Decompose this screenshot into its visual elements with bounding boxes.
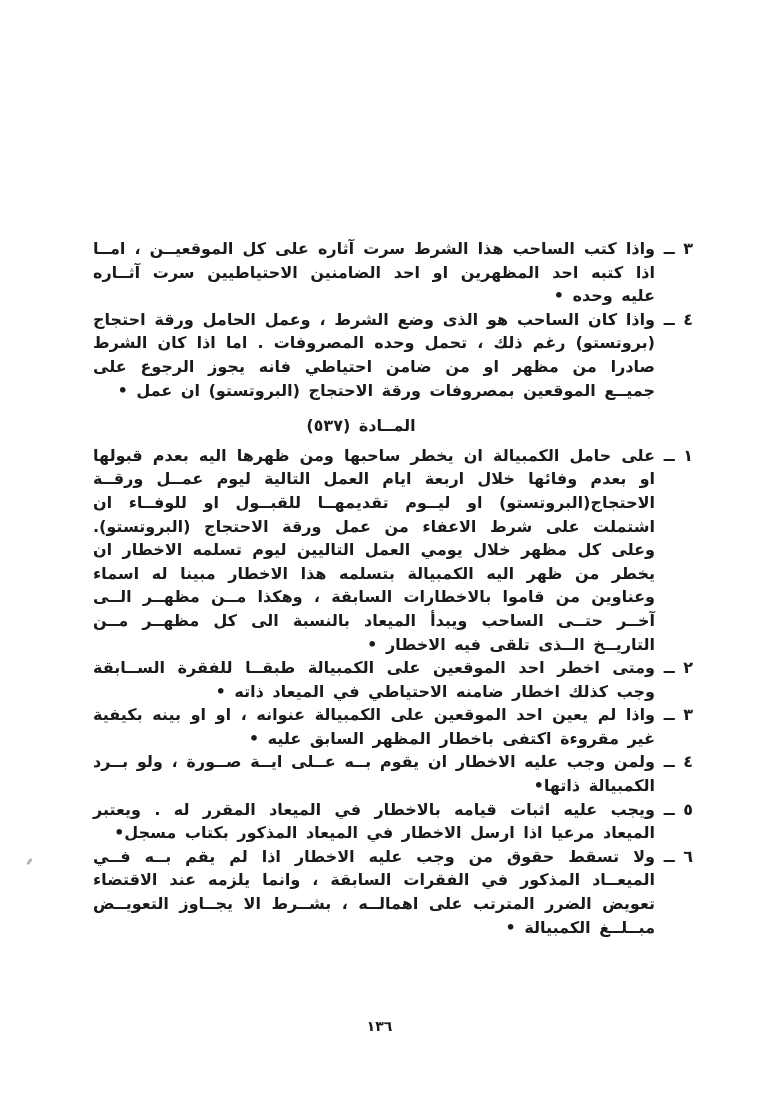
item-text: على حامل الكمبيالة ان يخطر ساحبها ومن ظهرها اليه بعدم قبولها او بعدم وفائها خلال اربعة ايام العمل التالية ليوم عمــل ورقــة الاحتجاج(البروتستو) او ليــوم تقديمهــا للقبــول او للوفــاء ان اشتملت على شرط الاعفاء من عمل ورقة الاحتجاج (البروتستو). وعلى كل مظهر خلال يومي العمل التاليين ليوم تسلمه الاخطار ان يخطر من ظهر اليه الكمبيالة بتسلمه هذا الاخطار مبينا له اسماء وعناوين من قاموا بالاخطارات السابقة ، وهكذا مــن مظهــر الــى آخــر حتــى الساحب ويبدأ الميعاد بالنسبة الى كل مظهــر مــن التاريــخ الــذى تلقى فيه الاخطار •	[93, 445, 655, 654]
page-text-block	[93, 237, 693, 939]
item-text: ويجب عليه اثبات قيامه بالاخطار في الميعاد المقرر له . ويعتبر الميعاد مرعيا اذا ارسل الاخطار في الميعاد المذكور بكتاب مسجل•	[93, 799, 655, 843]
list-item	[93, 750, 693, 797]
item-number: ٣ ــ	[663, 705, 693, 725]
item-number: ٣ ــ	[663, 239, 693, 258]
item-text: واذا كان الساحب هو الذى وضع الشرط ، وعمل الحامل ورقة احتجاج (بروتستو) رغم ذلك ، تحمل وحده المصروفات . اما اذا كان الشرط صادرا من مظهر او من ضامن احتياطي فانه يجوز الرجوع على جميــع الموقعين بمصروفات ورقة الاحتجاج (البروتستو) ان عمل •	[93, 309, 655, 400]
article-heading: المــادة (٥٣٧)	[306, 416, 416, 436]
item-text: ولا تسقط حقوق من وجب عليه الاخطار اذا لم يقم بــه فــي الميعــاد المذكور في الفقرات السابقة ، وانما يلزمه عند الاقتضاء تعويض الضرر المترتب على اهمالــه ، بشــرط الا يجــاوز التعويــض مبــلــغ الكمبيالة •	[93, 846, 655, 937]
item-text: واذا لم يعين احد الموقعين على الكمبيالة عنوانه ، او او بينه بكيفية غير مقروءة اكتفى باخطار المظهر السابق عليه •	[93, 705, 655, 748]
list-item	[93, 703, 693, 750]
list-item	[93, 798, 693, 845]
list-item	[93, 845, 693, 939]
item-number: ٥ ــ	[663, 799, 693, 819]
list-item	[93, 237, 693, 308]
item-text: واذا كتب الساحب هذا الشرط سرت آثاره على كل الموقعيــن ، امــا اذا كتبه احد المظهرين او احد الضامنين الاحتياطيين سرت آثــاره عليه وحده •	[93, 239, 655, 306]
scan-speck-artifact	[26, 858, 32, 865]
item-number: ٦ ــ	[663, 846, 693, 866]
item-number: ٤ ــ	[663, 309, 693, 329]
list-item	[93, 444, 693, 656]
list-item	[93, 308, 693, 402]
item-number: ١ ــ	[663, 445, 693, 465]
item-text: ومتى اخطر احد الموقعين على الكمبيالة طبقــا للفقرة الســابقة وجب كذلك اخطار ضامنه الاحتياطي في الميعاد ذاته •	[93, 658, 655, 701]
item-number: ٢ ــ	[663, 658, 693, 678]
item-number: ٤ ــ	[663, 752, 693, 772]
page-number: ١٣٦	[366, 1019, 393, 1035]
item-text: ولمن وجب عليه الاخطار ان يقوم بــه عــلى ايــة صــورة ، ولو بــرد الكمبيالة ذاتها•	[93, 752, 655, 796]
list-item	[93, 656, 693, 703]
